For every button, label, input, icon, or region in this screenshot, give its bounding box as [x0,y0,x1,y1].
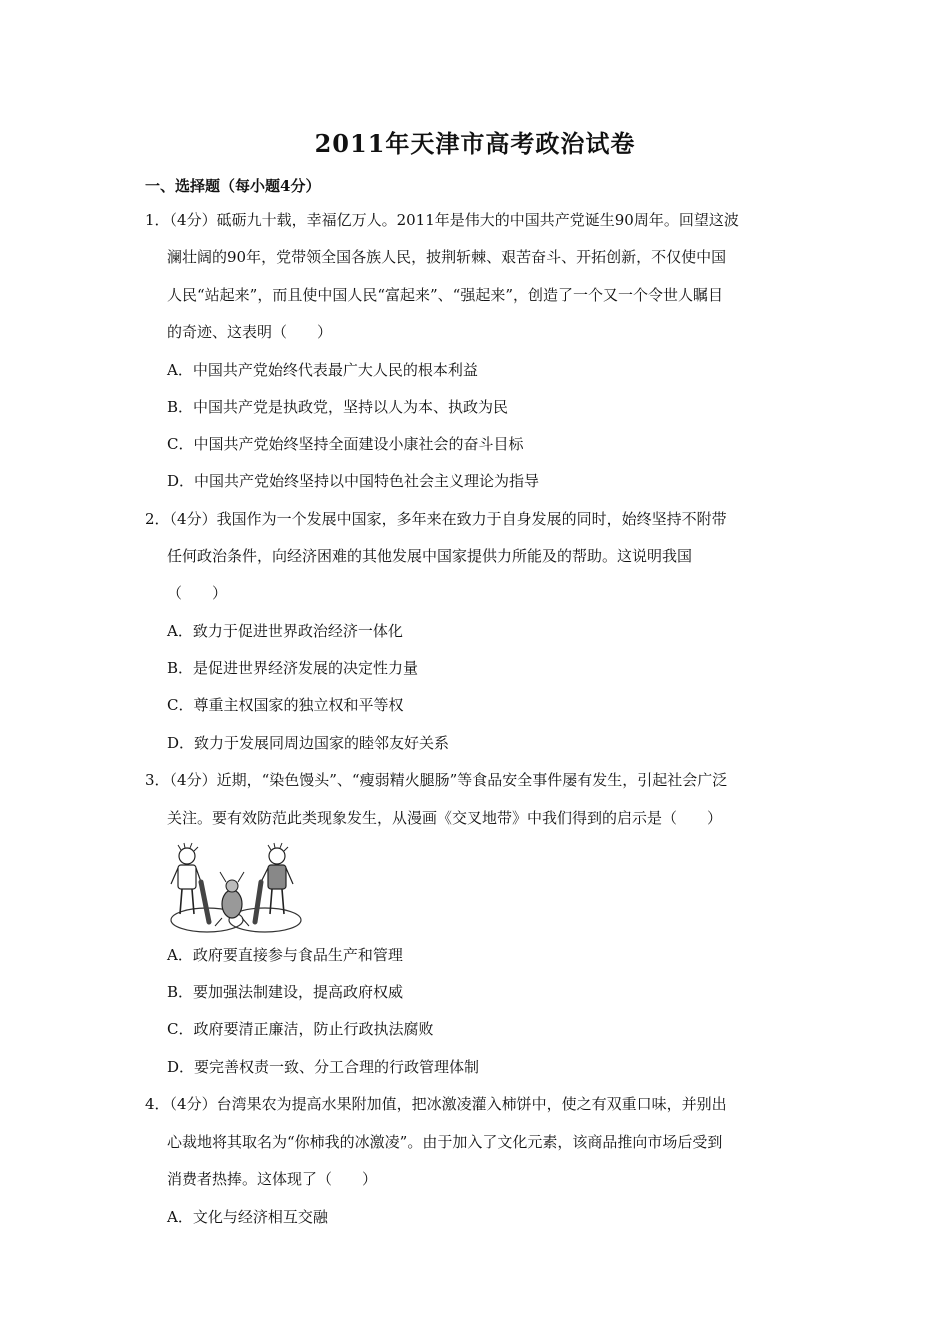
q3-option-d: D．要完善权责一致、分工合理的行政管理体制 [167,1058,480,1076]
q1-option-a: A．中国共产党始终代表最广大人民的根本利益 [167,361,478,379]
q2-option-a: A．致力于促进世界政治经济一体化 [167,622,403,640]
q4-line-3: 消费者热捧。这体现了（ ） [167,1170,378,1188]
q4-line-1: 4．（4分）台湾果农为提高水果附加值，把冰激凌灌入柿饼中，使之有双重口味，并别出 [145,1095,727,1113]
q3-line-1: 3．（4分）近期，“染色馒头”、“瘦弱精火腿肠”等食品安全事件屡有发生，引起社会广泛 [145,771,728,789]
q1-line-4: 的奇迹、这表明（ ） [167,323,333,341]
q3-line-2: 关注。要有效防范此类现象发生，从漫画《交叉地带》中我们得到的启示是（ ） [167,809,723,827]
q2-option-d: D．致力于发展同周边国家的睦邻友好关系 [167,734,450,752]
section-heading: 一、选择题（每小题4分） [145,177,321,195]
q2-line-1: 2．（4分）我国作为一个发展中国家，多年来在致力于自身发展的同时，始终坚持不附带 [145,510,727,528]
q2-line-2: 任何政治条件，向经济困难的其他发展中国家提供力所能及的帮助。这说明我国 [167,547,693,565]
q3-option-b: B．要加强法制建设，提高政府权威 [167,983,404,1001]
q1-option-c: C．中国共产党始终坚持全面建设小康社会的奋斗目标 [167,435,524,453]
q3-option-c: C．政府要清正廉洁，防止行政执法腐败 [167,1020,434,1038]
q2-option-c: C．尊重主权国家的独立权和平等权 [167,696,404,714]
q1-option-d: D．中国共产党始终坚持以中国特色社会主义理论为指导 [167,472,540,490]
q3-option-a: A．政府要直接参与食品生产和管理 [167,946,403,964]
q4-line-2: 心裁地将其取名为“你柿我的冰激凌”。由于加入了文化元素，该商品推向市场后受到 [167,1133,723,1151]
q1-option-b: B．中国共产党是执政党，坚持以人为本、执政为民 [167,398,509,416]
page-title: 2011年天津市高考政治试卷 [314,129,636,158]
q1-line-3: 人民“站起来”，而且使中国人民“富起来”、“强起来”，创造了一个又一个令世人瞩目 [167,286,724,304]
q1-line-2: 澜壮阔的90年，党带领全国各族人民，披荆斩棘、艰苦奋斗、开拓创新，不仅使中国 [167,248,727,266]
q2-option-b: B．是促进世界经济发展的决定性力量 [167,659,419,677]
q2-line-3: （ ） [167,584,228,602]
q4-option-a: A．文化与经济相互交融 [167,1208,328,1226]
q1-line-1: 1．（4分）砥砺九十载，幸福亿万人。2011年是伟大的中国共产党诞生90周年。回望这波 [145,211,739,229]
cartoon-illustration [165,842,305,938]
